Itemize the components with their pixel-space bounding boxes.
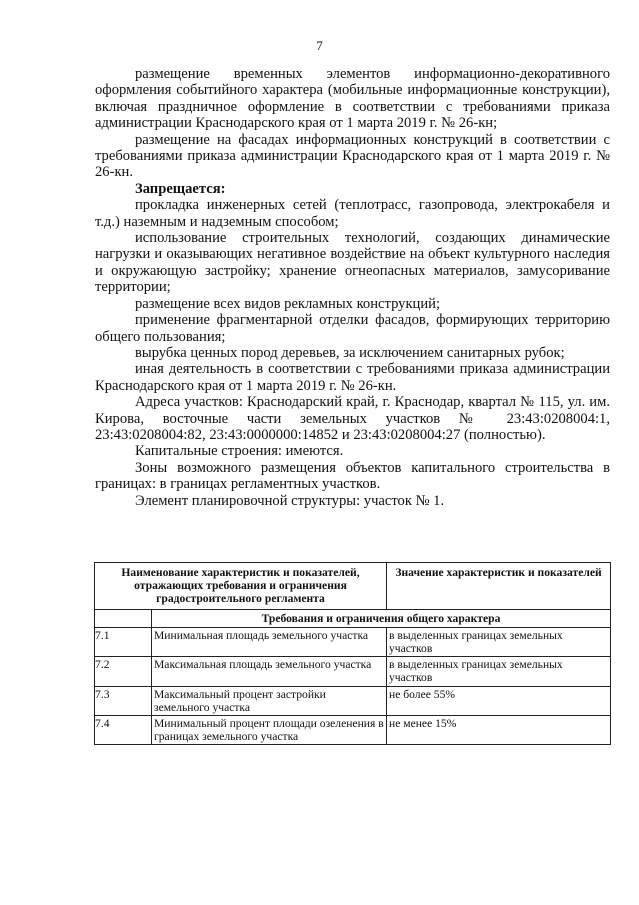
paragraph: Капитальные строения: имеются. — [135, 443, 344, 460]
row-number: 7.3 — [95, 686, 152, 715]
table-row — [95, 627, 611, 656]
table-section-row — [95, 609, 611, 627]
paragraph: размещение всех видов рекламных конструкций; — [135, 295, 441, 312]
row-name: Минимальная площадь земельного участка — [152, 627, 387, 656]
header-values: Значение характеристик и показателей — [387, 563, 611, 610]
row-name: Максимальный процент застройки земельного участка — [152, 686, 387, 715]
prohibited-heading: Запрещается: — [135, 180, 226, 197]
table-row — [95, 686, 611, 715]
paragraph: использование строительных технологий, создающих динамические нагрузки и оказывающих негативное воздействие на объект культурного наследия и окружающую застройку; хранение огнеопасных материалов, замусоривание территории; — [95, 230, 610, 296]
paragraph: вырубка ценных пород деревьев, за исключением санитарных рубок; — [135, 344, 565, 361]
table-row — [95, 716, 611, 745]
paragraph: применение фрагментарной отделки фасадов, формирующих территорию общего пользования; — [95, 312, 610, 345]
row-name: Минимальный процент площади озеленения в границах земельного участка — [152, 716, 387, 745]
regulations-table — [94, 562, 611, 745]
paragraph: размещение на фасадах информационных конструкций в соответствии с требованиями приказа администрации Краснодарского края от 1 марта 2019 г. № 26-кн. — [95, 131, 610, 181]
header-characteristics: Наименование характеристик и показателей, отражающих требования и ограничения градостроительного регламента — [95, 563, 387, 610]
table-row — [95, 657, 611, 686]
row-name: Максимальная площадь земельного участка — [152, 657, 387, 686]
paragraph: размещение временных элементов информационно-декоративного оформления событийного характера (мобильные информационные конструкции), включая праздничное оформление в соответствии с требованиями приказа администрации Краснодарского края от 1 марта 2019 г. № 26-кн; — [95, 66, 610, 132]
paragraph: Зоны возможного размещения объектов капитального строительства в границах: в границах регламентных участков. — [95, 459, 610, 493]
page-number: 7 — [316, 38, 323, 53]
paragraph: Элемент планировочной структуры: участок № 1. — [135, 492, 445, 509]
body-text — [95, 66, 610, 509]
row-value: в выделенных границах земельных участков — [387, 657, 611, 686]
paragraph: иная деятельность в соответствии с требованиями приказа администрации Краснодарского края от 1 марта 2019 г. № 26-кн. — [95, 361, 610, 394]
row-number: 7.1 — [95, 627, 152, 656]
row-value: в выделенных границах земельных участков — [387, 627, 611, 656]
section-title: Требования и ограничения общего характера — [152, 609, 611, 627]
row-number: 7.4 — [95, 716, 152, 745]
paragraph: прокладка инженерных сетей (теплотрасс, газопровода, электрокабеля и т.д.) наземным и надземным способом; — [95, 197, 610, 230]
row-number: 7.2 — [95, 657, 152, 686]
table-header-row — [95, 563, 611, 610]
paragraph: Адреса участков: Краснодарский край, г. Краснодар, квартал № 115, ул. им. Кирова, восточные части земельных участков № 23:43:0208004:1, 23:43:0208004:82, 23:43:0000000:14852 и 23:43:0208004:27 (полностью). — [95, 394, 610, 443]
section-spacer-cell — [95, 609, 152, 627]
row-value: не более 55% — [387, 686, 611, 715]
row-value: не менее 15% — [387, 716, 611, 745]
